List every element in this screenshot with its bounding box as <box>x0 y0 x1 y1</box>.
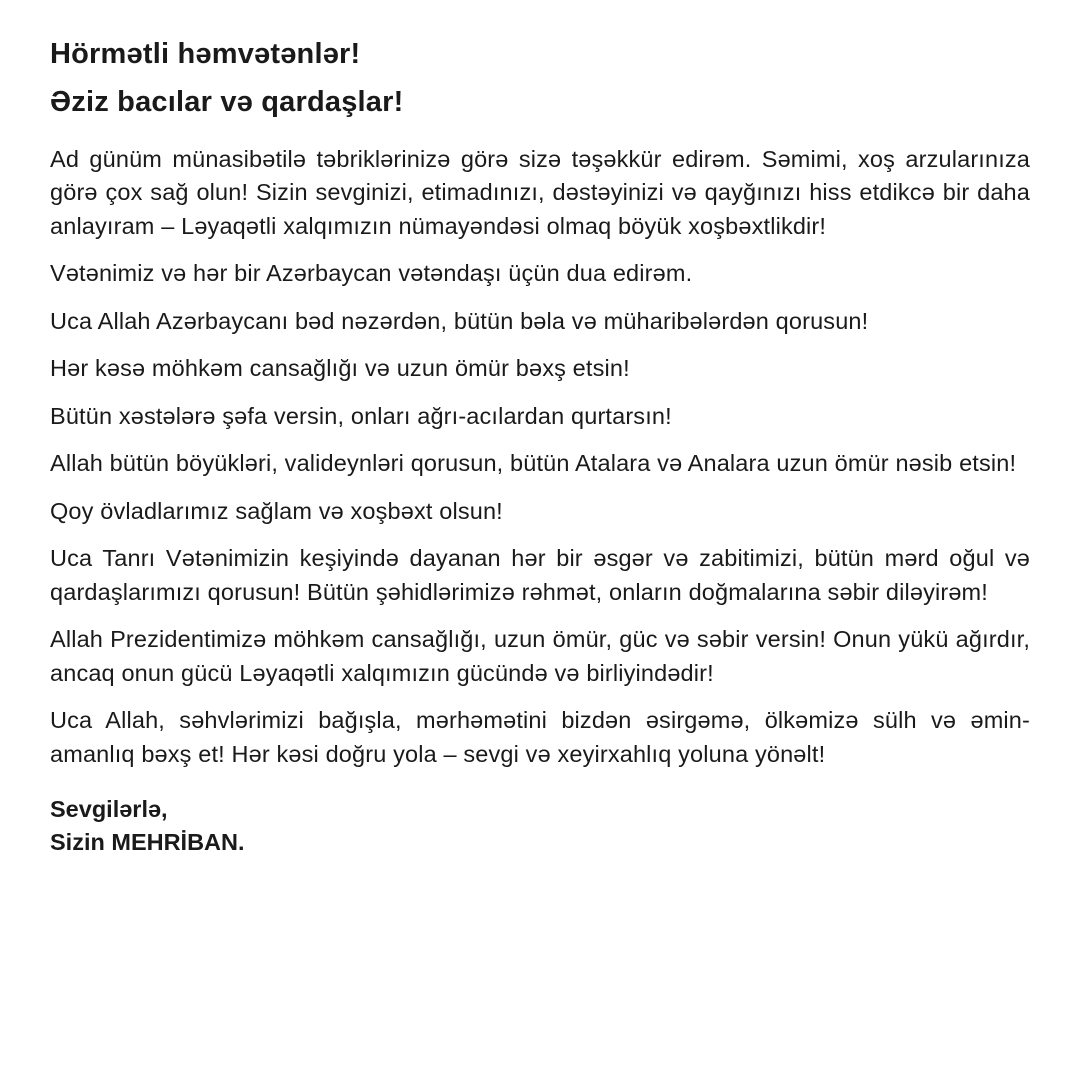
paragraph-president: Allah Prezidentimizə möhkəm cansağlığı, uzun ömür, güc və səbir versin! Onun yükü ağırdır, ancaq onun gücü Ləyaqətli xalqımızın gücündə və birliyindədir! <box>50 626 1030 686</box>
signature-name: Sizin MEHRİBAN. <box>50 829 245 855</box>
paragraph-thanks: Ad günüm münasibətilə təbriklərinizə görə sizə təşəkkür edirəm. Səmimi, xoş arzularınıza görə çox sağ olun! Sizin sevginizi, etimadınızı, dəstəyinizi və qayğınızı hiss etdikcə bir daha anlayıram – Ləyaqətli xalqımızın nümayəndəsi olmaq böyük xoşbəxtlikdir! <box>50 145 1030 239</box>
paragraph-children: Qoy övladlarımız sağlam və xoşbəxt olsun! <box>50 497 503 524</box>
paragraph-soldiers: Uca Tanrı Vətənimizin keşiyində dayanan hər bir əsgər və zabitimizi, bütün mərd oğul və qardaşlarımızı qorusun! Bütün şəhidlərimizə rəhmət, onların doğmalarına səbir diləyirəm! <box>50 545 1030 605</box>
paragraph-forgiveness: Uca Allah, səhvlərimizi bağışla, mərhəmətini bizdən əsirgəmə, ölkəmizə sülh və əmin-amanlıq bəxş et! Hər kəsi doğru yola – sevgi və xeyirxahlıq yoluna yönəlt! <box>50 707 1030 767</box>
letter-page <box>50 36 1030 859</box>
paragraph-healing: Bütün xəstələrə şəfa versin, onları ağrı-acılardan qurtarsın! <box>50 402 672 429</box>
signature-block <box>50 793 1030 859</box>
signature-closing: Sevgilərlə, <box>50 796 168 822</box>
paragraph-elders: Allah bütün böyükləri, valideynləri qorusun, bütün Atalara və Analara uzun ömür nəsib etsin! <box>50 450 1017 476</box>
paragraph-health: Hər kəsə möhkəm cansağlığı və uzun ömür bəxş etsin! <box>50 355 630 381</box>
paragraph-protect-azerbaijan: Uca Allah Azərbaycanı bəd nəzərdən, bütün bəla və müharibələrdən qorusun! <box>50 307 869 334</box>
greeting-heading-1: Hörmətli həmvətənlər! <box>50 38 361 70</box>
greeting-heading-2: Əziz bacılar və qardaşlar! <box>50 86 404 119</box>
paragraph-prayer: Vətənimiz və hər bir Azərbaycan vətəndaşı üçün dua edirəm. <box>50 260 693 286</box>
